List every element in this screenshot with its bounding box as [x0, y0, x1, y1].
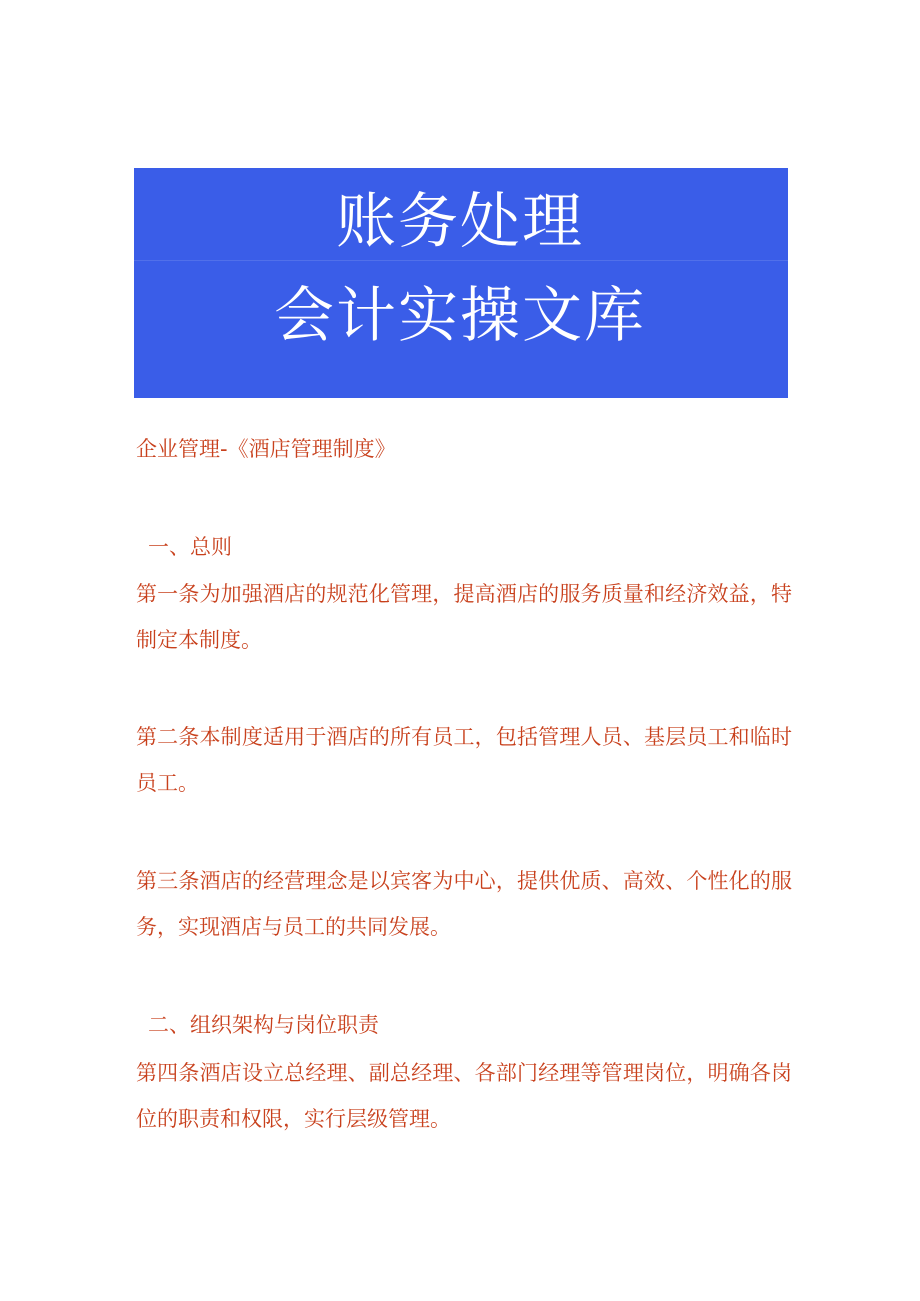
article-1: 第一条为加强酒店的规范化管理，提高酒店的服务质量和经济效益，特制定本制度。: [136, 582, 792, 652]
article-2: 第二条本制度适用于酒店的所有员工，包括管理人员、基层员工和临时员工。: [136, 725, 792, 795]
banner-title-line2: 会计实操文库: [274, 281, 646, 351]
section-title-general: 一、总则: [148, 535, 232, 559]
article-3: 第三条酒店的经营理念是以宾客为中心，提供优质、高效、个性化的服务，实现酒店与员工的共同发展。: [136, 869, 792, 939]
section-title-organization: 二、组织架构与岗位职责: [148, 1013, 379, 1037]
banner-title-line1: 账务处理: [336, 187, 584, 257]
document-heading: 企业管理-《酒店管理制度》: [136, 437, 396, 461]
article-4: 第四条酒店设立总经理、副总经理、各部门经理等管理岗位，明确各岗位的职责和权限，实行层级管理。: [136, 1061, 792, 1131]
